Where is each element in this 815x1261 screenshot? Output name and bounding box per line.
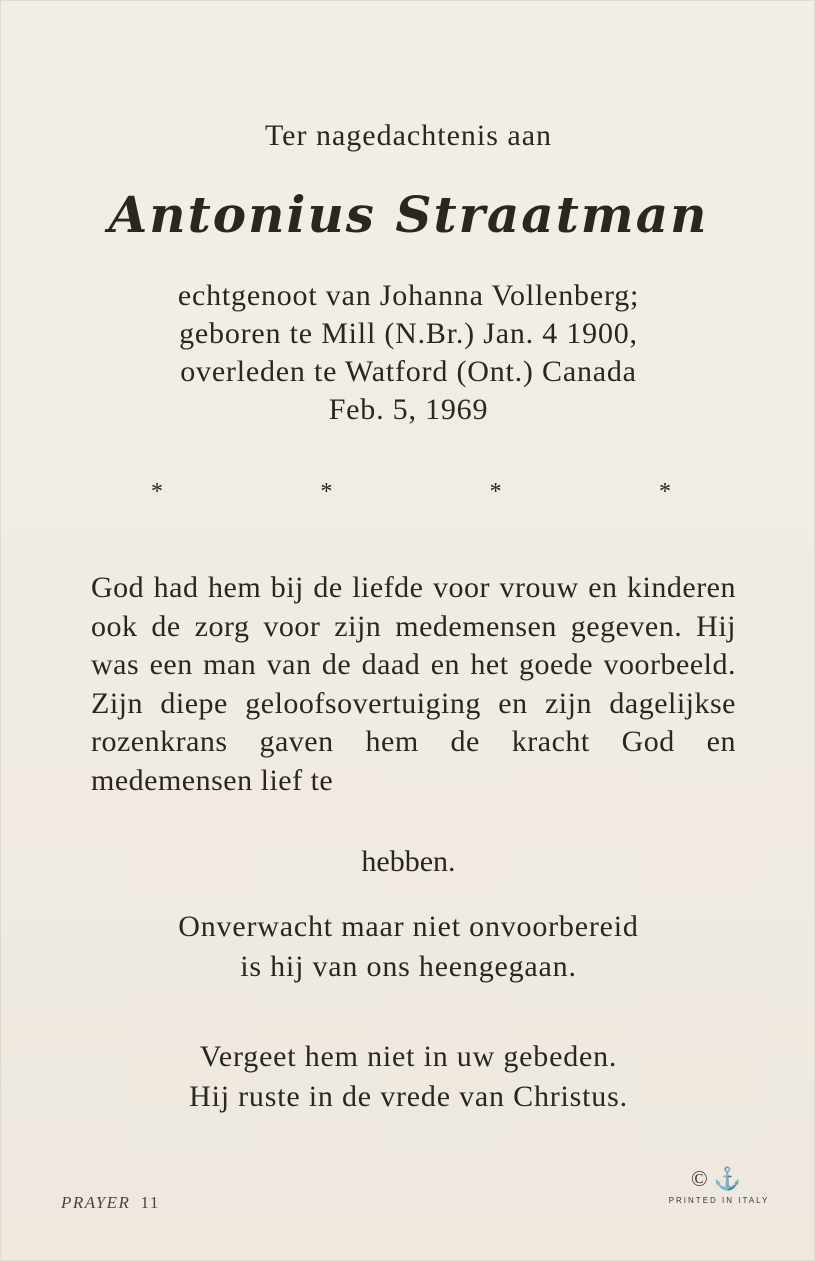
death-date-line: Feb. 5, 1969 <box>328 393 489 426</box>
card-heading: Ter nagedachtenis aan <box>264 119 553 152</box>
spouse-line: echtgenoot van Johanna Vollenberg; <box>177 279 640 312</box>
star-divider <box>151 479 671 506</box>
series-label <box>61 1193 160 1213</box>
copyright-icon: © <box>690 1166 714 1191</box>
prayer-line: Vergeet hem niet in uw gebeden. <box>199 1040 618 1073</box>
star-ornament: * <box>658 479 671 505</box>
series-name: PRAYER <box>61 1193 131 1212</box>
publisher-marks <box>659 1166 779 1192</box>
closing-line: is hij van ons heengegaan. <box>240 950 577 983</box>
birth-line: geboren te Mill (N.Br.) Jan. 4 1900, <box>179 317 638 350</box>
star-ornament: * <box>320 479 333 505</box>
prayer-line: Hij ruste in de vrede van Christus. <box>189 1080 628 1113</box>
printed-in-label: PRINTED IN ITALY <box>668 1196 770 1205</box>
prayer-request <box>1 1037 815 1117</box>
anchor-icon: ⚓ <box>713 1166 748 1191</box>
biography-paragraph: God had hem bij de liefde voor vrouw en kinderen ook de zorg voor zijn medemensen gegeven. Hij was een man van de daad en het goede voorbeeld. Zijn diepe geloofsovertuiging en zijn dagelijkse rozenkrans gaven hem de kracht God en medemensen lief te <box>91 571 736 797</box>
closing-line: Onverwacht maar niet onvoorbereid <box>178 910 639 943</box>
details-block <box>1 277 815 429</box>
star-ornament: * <box>489 479 502 505</box>
series-number: 11 <box>140 1193 160 1212</box>
closing-statement <box>1 907 815 987</box>
star-ornament: * <box>151 479 163 505</box>
deceased-name: Antonius Straatman <box>108 185 709 244</box>
death-line: overleden te Watford (Ont.) Canada <box>180 355 637 388</box>
printer-mark <box>659 1166 779 1205</box>
biography-last-line: hebben. <box>361 845 456 878</box>
